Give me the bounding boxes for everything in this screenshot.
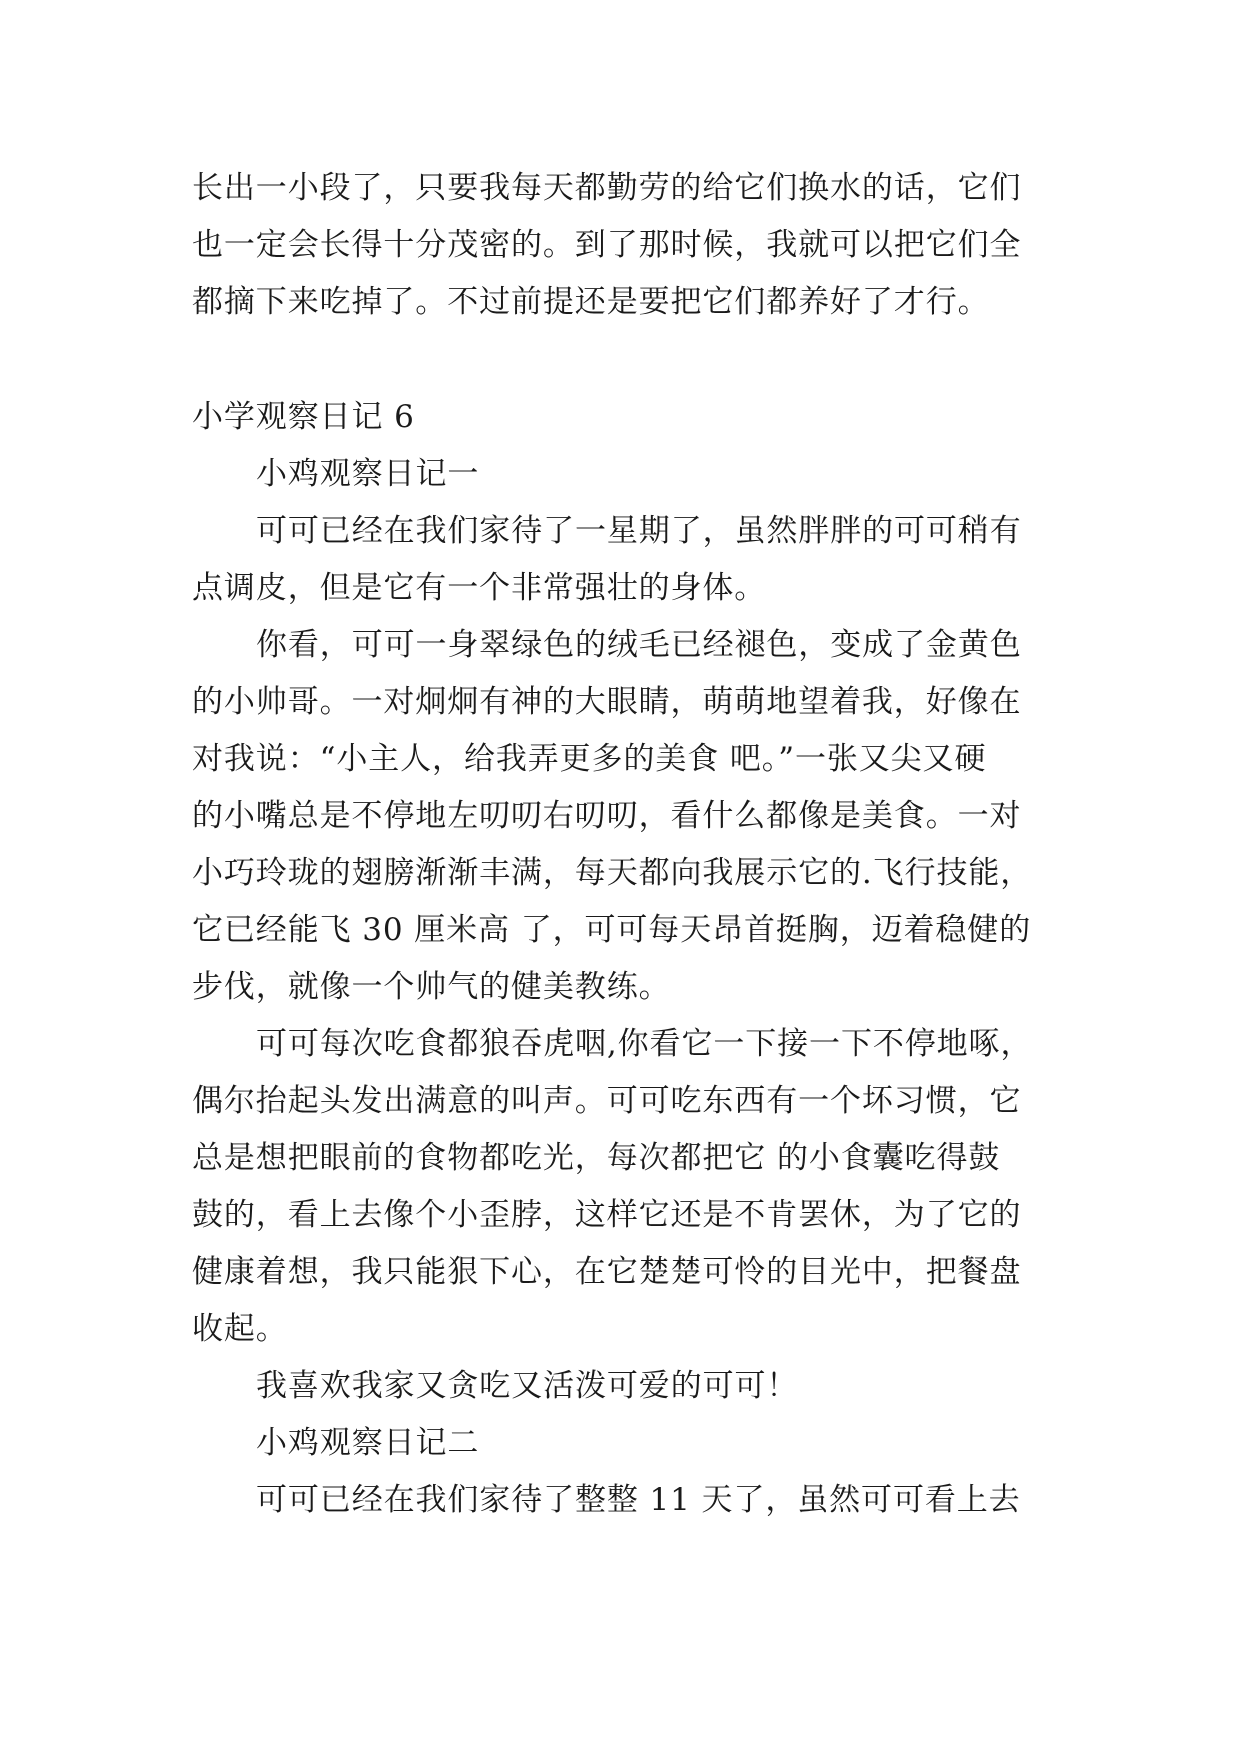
text-line: 都摘下来吃掉了。不过前提还是要把它们都养好了才行。 (192, 284, 990, 320)
text-line: 的小帅哥。一对炯炯有神的大眼睛，萌萌地望着我，好像在 (192, 684, 1022, 720)
diary-one-paragraph-4 (192, 1358, 1064, 1415)
text-line: 对我说：“小主人，给我弄更多的美食 吧。”一张又尖又硬 (192, 741, 987, 777)
text-line: 可可每次吃食都狼吞虎咽,你看它一下接一下不停地啄， (256, 1026, 1033, 1062)
text-line: 它已经能飞 30 厘米高 了，可可每天昂首挺胸，迈着稳健的 (192, 912, 1032, 948)
text-line: 也一定会长得十分茂密的。到了那时候，我就可以把它们全 (192, 227, 1022, 263)
text-line: 小巧玲珑的翅膀渐渐丰满，每天都向我展示它的.飞行技能， (192, 855, 1033, 891)
diary-one-paragraph-2 (192, 617, 1064, 1016)
text-line: 我喜欢我家又贪吃又活泼可爱的可可！ (256, 1368, 799, 1404)
text-line: 可可已经在我们家待了一星期了，虽然胖胖的可可稍有 (256, 513, 1022, 549)
text-line: 收起。 (192, 1311, 288, 1347)
text-line: 点调皮，但是它有一个非常强壮的身体。 (192, 570, 767, 606)
paragraph-gap (192, 331, 1064, 389)
text-line: 鼓的，看上去像个小歪脖，这样它还是不肯罢休，为了它的 (192, 1197, 1022, 1233)
text-line: 的小嘴总是不停地左叨叨右叨叨，看什么都像是美食。一对 (192, 798, 1022, 834)
document-body (192, 160, 1064, 1529)
text-line: 长出一小段了，只要我每天都勤劳的给它们换水的话，它们 (192, 170, 1022, 206)
text-line: 偶尔抬起头发出满意的叫声。可可吃东西有一个坏习惯，它 (192, 1083, 1022, 1119)
text-line: 你看，可可一身翠绿色的绒毛已经褪色，变成了金黄色 (256, 627, 1022, 663)
section-title: 小学观察日记 6 (192, 399, 415, 435)
text-line: 健康着想，我只能狠下心，在它楚楚可怜的目光中，把餐盘 (192, 1254, 1022, 1290)
continuation-paragraph (192, 160, 1064, 331)
diary-two-title: 小鸡观察日记二 (256, 1425, 480, 1461)
diary-one-title: 小鸡观察日记一 (256, 456, 480, 492)
text-line: 步伐，就像一个帅气的健美教练。 (192, 969, 671, 1005)
text-line: 总是想把眼前的食物都吃光，每次都把它 的小食囊吃得鼓 (192, 1140, 1001, 1176)
diary-one-paragraph-3 (192, 1016, 1064, 1358)
diary-two-paragraph-1 (192, 1472, 1064, 1529)
diary-one-paragraph-1 (192, 503, 1064, 617)
text-line: 可可已经在我们家待了整整 11 天了，虽然可可看上去 (256, 1482, 1021, 1518)
